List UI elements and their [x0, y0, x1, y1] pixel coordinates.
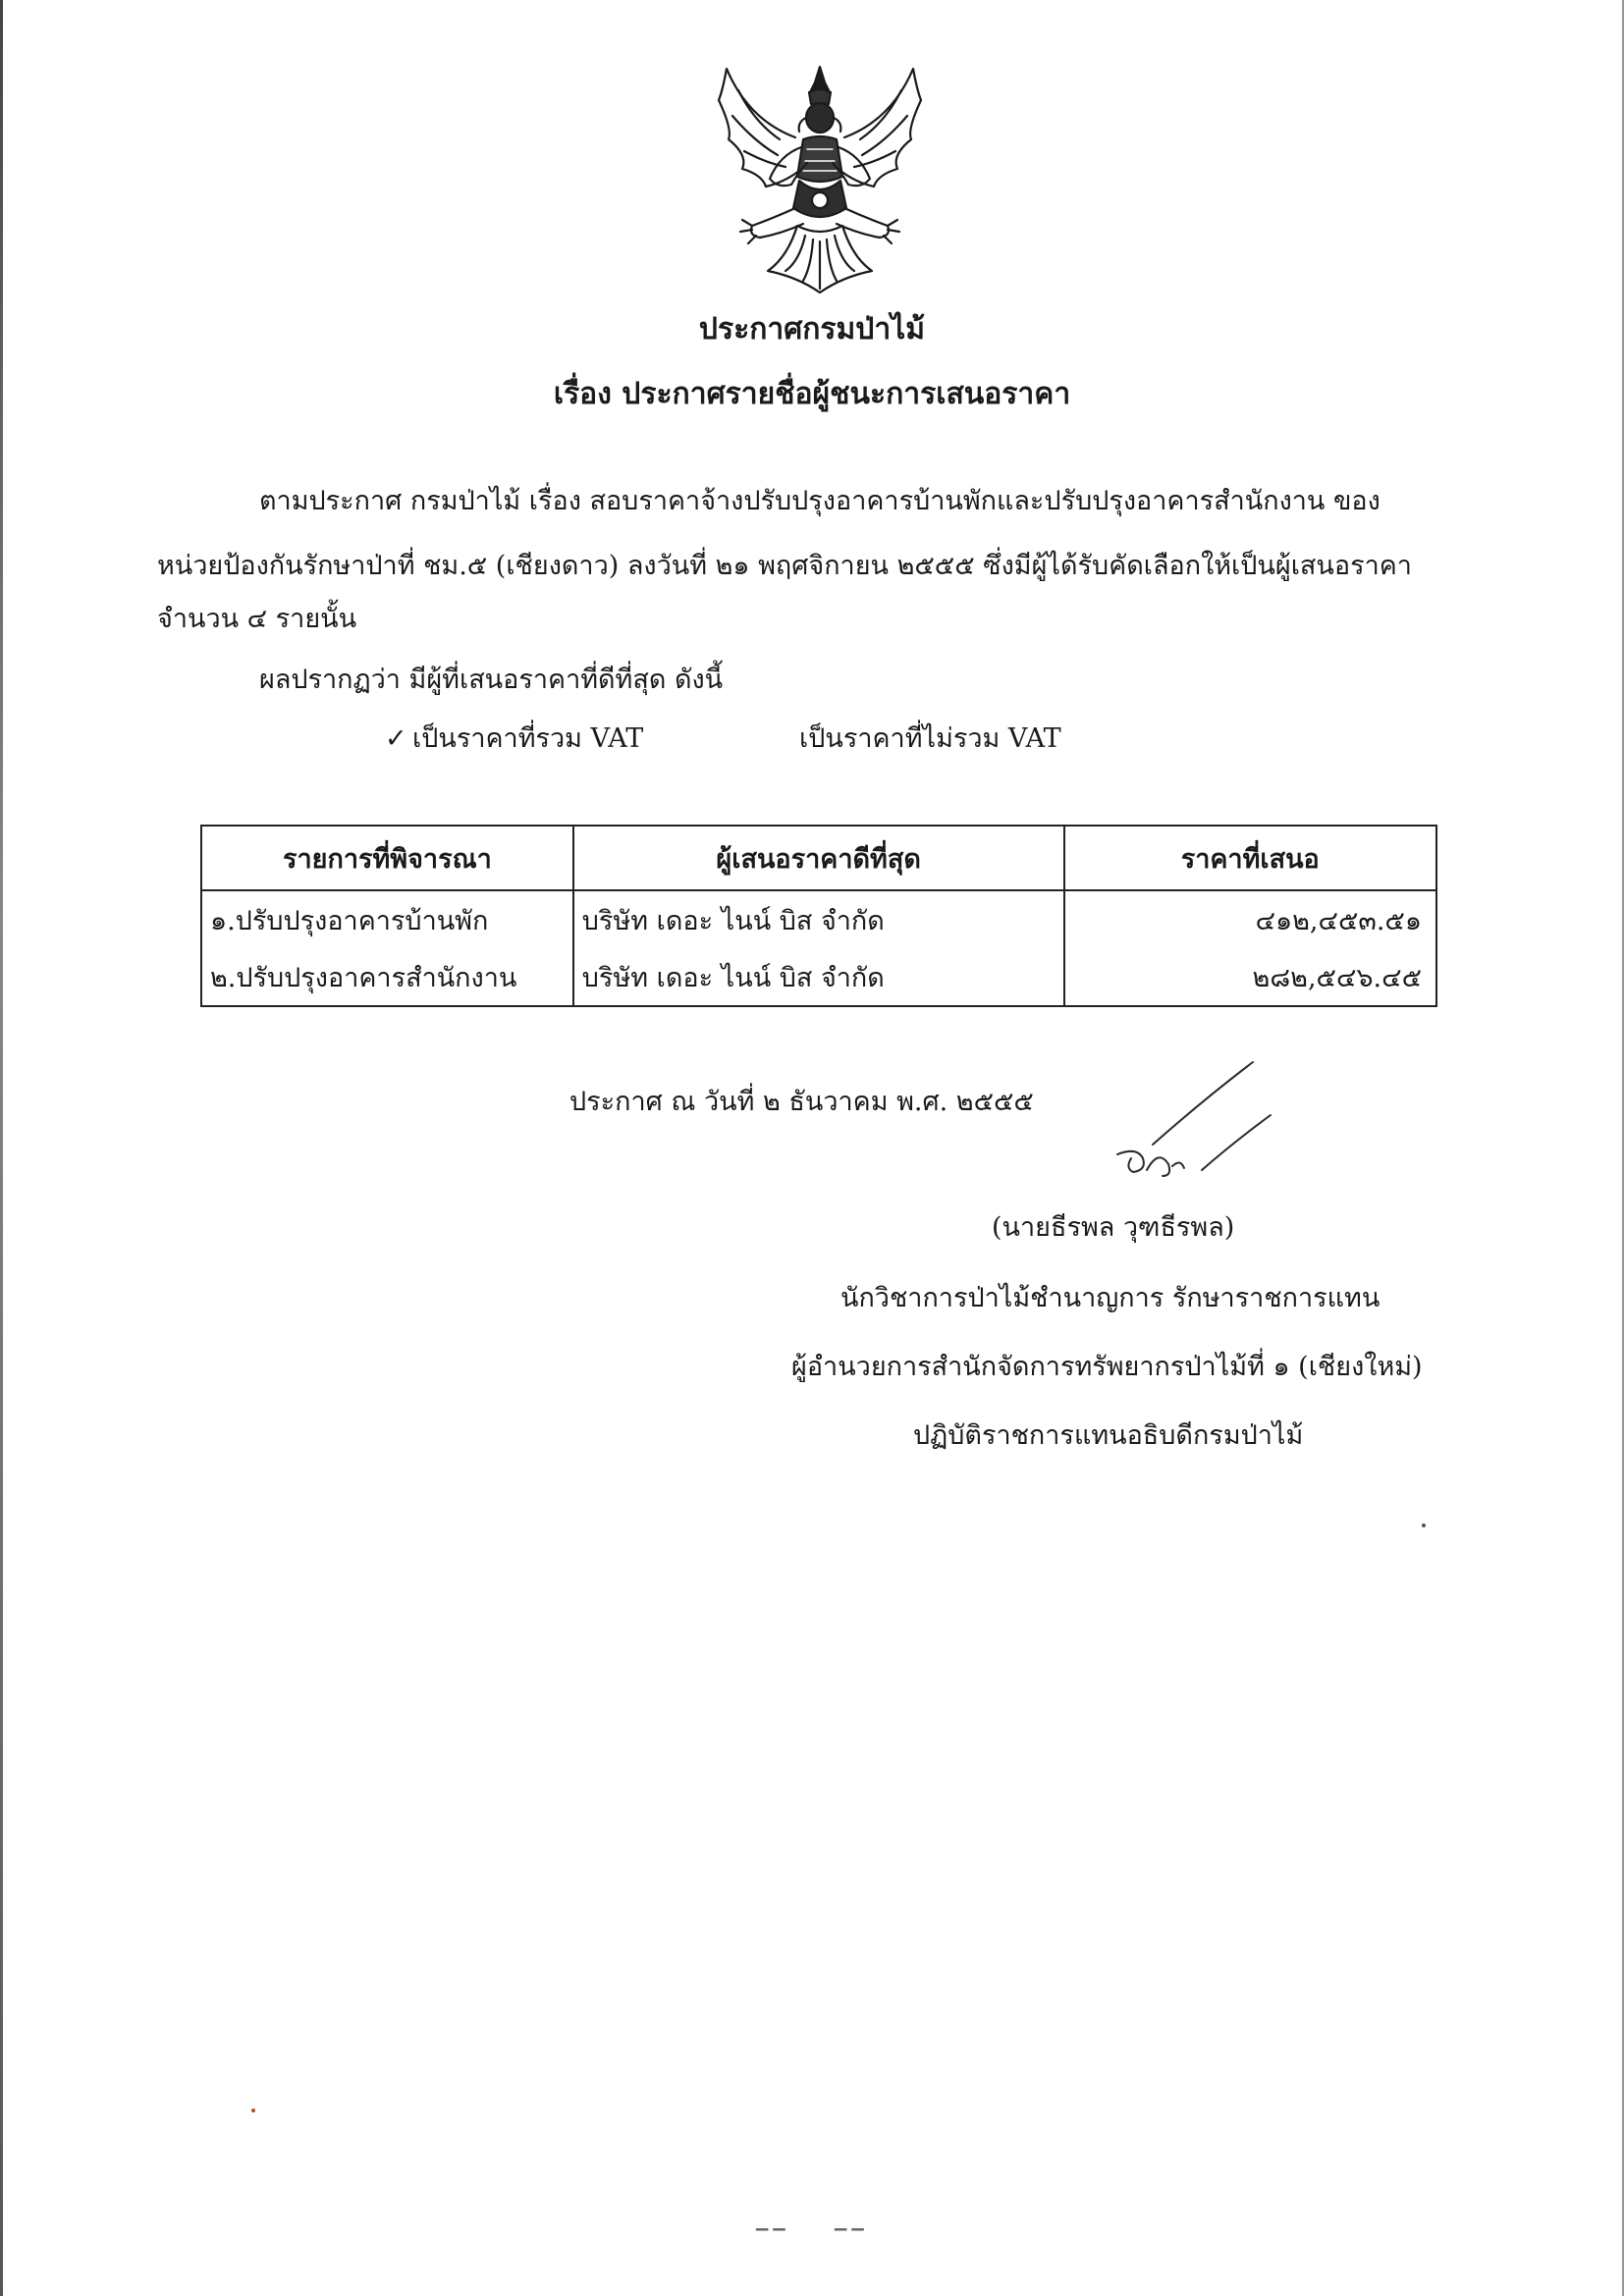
document-subject: เรื่อง ประกาศรายชื่อผู้ชนะการเสนอราคา: [553, 377, 1071, 411]
garuda-emblem-icon: [709, 61, 931, 296]
cell-price: ๔๑๒,๔๕๓.๕๑: [1064, 890, 1437, 948]
handwritten-signature: [1086, 1060, 1282, 1198]
scan-speck: [1422, 1523, 1426, 1527]
scan-artifact-mark: ▔ ▔: [835, 2228, 864, 2247]
bid-results-table: [200, 825, 1437, 1007]
body-paragraph-line-3: จำนวน ๔ รายนั้น: [157, 604, 357, 634]
body-paragraph-line-1: ตามประกาศ กรมป่าไม้ เรื่อง สอบราคาจ้างปรับปรุงอาคารบ้านพักและปรับปรุงอาคารสำนักงาน ของ: [259, 486, 1380, 516]
cell-bidder: บริษัท เดอะ ไนน์ บิส จำกัด: [573, 890, 1064, 948]
vat-included-label: เป็นราคาที่รวม VAT: [412, 723, 644, 754]
column-header-bidder: ผู้เสนอราคาดีที่สุด: [573, 826, 1064, 890]
cell-item: ๑.ปรับปรุงอาคารบ้านพัก: [201, 890, 573, 948]
body-paragraph-line-2: หน่วยป้องกันรักษาป่าที่ ชม.๕ (เชียงดาว) ลงวันที่ ๒๑ พฤศจิกายน ๒๕๕๕ ซึ่งมีผู้ได้รับคัดเลือกให้เป็นผู้เสนอราคา: [157, 551, 1412, 581]
table-header-row: [201, 826, 1436, 890]
cell-bidder: บริษัท เดอะ ไนน์ บิส จำกัด: [573, 948, 1064, 1006]
vat-included-option: [385, 717, 643, 759]
table-row: [201, 948, 1436, 1006]
vat-excluded-option: [772, 717, 1061, 759]
signatory-position-2: ผู้อำนวยการสำนักจัดการทรัพยากรป่าไม้ที่ ๑ (เชียงใหม่): [791, 1352, 1423, 1382]
signatory-name: (นายธีรพล วุฑธีรพล): [992, 1212, 1235, 1243]
signatory-position-1: นักวิชาการป่าไม้ชำนาญการ รักษาราชการแทน: [840, 1283, 1380, 1313]
column-header-item: รายการที่พิจารณา: [201, 826, 573, 890]
result-statement: ผลปรากฏว่า มีผู้ที่เสนอราคาที่ดีที่สุด ดังนี้: [259, 665, 724, 695]
scan-speck: [251, 2109, 255, 2112]
cell-item: ๒.ปรับปรุงอาคารสำนักงาน: [201, 948, 573, 1006]
checkmark-icon: ✓: [385, 723, 407, 754]
column-header-price: ราคาที่เสนอ: [1064, 826, 1437, 890]
vat-excluded-label: เป็นราคาที่ไม่รวม VAT: [799, 723, 1061, 754]
signatory-position-3: ปฏิบัติราชการแทนอธิบดีกรมป่าไม้: [913, 1420, 1304, 1451]
document-title: ประกาศกรมป่าไม้: [698, 312, 926, 347]
table-row: [201, 890, 1436, 948]
scan-artifact-mark: ▔ ▔: [756, 2228, 785, 2247]
cell-price: ๒๘๒,๕๔๖.๔๕: [1064, 948, 1437, 1006]
announcement-date: ประกาศ ณ วันที่ ๒ ธันวาคม พ.ศ. ๒๕๕๕: [569, 1087, 1034, 1117]
